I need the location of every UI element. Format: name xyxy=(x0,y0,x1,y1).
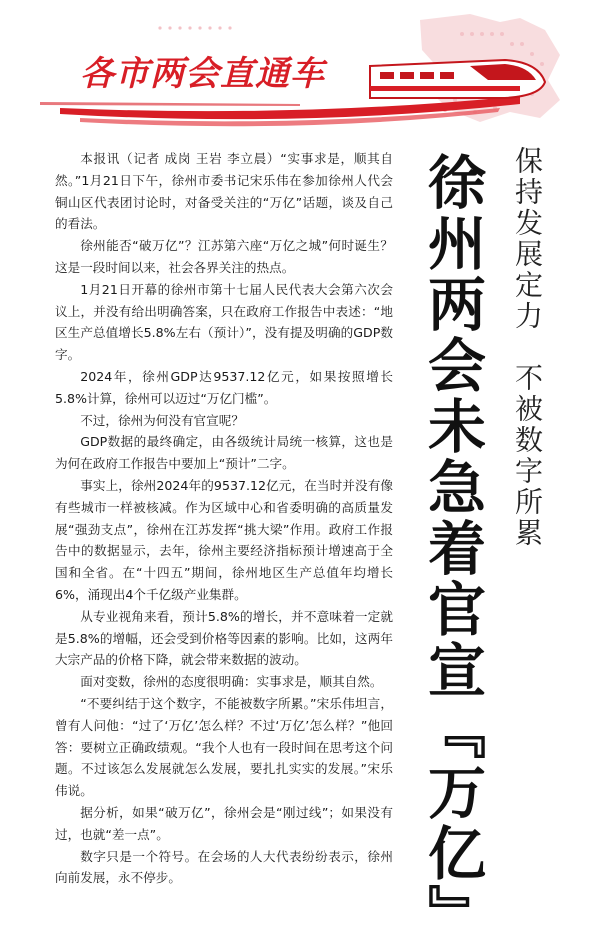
article-paragraph: 数字只是一个符号。在会场的人大代表纷纷表示，徐州向前发展，永不停步。 xyxy=(55,848,393,886)
article-paragraph: 2024年，徐州GDP达9537.12亿元，如果按照增长5.8%计算，徐州可以迈过“万亿门槛”。 xyxy=(55,368,393,406)
train-icon xyxy=(370,60,545,98)
article-paragraph: 面对变数，徐州的态度很明确：实事求是，顺其自然。 xyxy=(80,674,383,690)
article-headline: 徐州两会未急着官宣『万亿』 xyxy=(418,152,486,945)
article-paragraph: 本报讯（记者 成岗 王岩 李立晨）“实事求是，顺其自然。”1月21日下午，徐州市委书记宋乐伟在参加徐州人代会铜山区代表团讨论时，对备受关注的“万亿”话题，谈及自己的看法。 xyxy=(55,151,393,232)
article-paragraph: “不要纠结于这个数字，不能被数字所累。”宋乐伟坦言，曾有人问他：“过了‘万亿’怎么样？不过‘万亿’怎么样？”他回答：要树立正确政绩观。“我个人也有一段时间在思考这个问题。不过该怎么发展就怎么发展，要扎扎实实的发展。”宋乐伟说。 xyxy=(55,695,393,799)
article-paragraph: 事实上，徐州2024年的9537.12亿元，在当时并没有像有些城市一样被核减。作为区域中心和省委明确的高质量发展“强劲支点”，徐州在江苏发挥“挑大梁”作用。政府工作报告中的数据显示，去年，徐州主要经济指标预计增速高于全国和全省。在“十四五”期间，徐州地区生产总值年均增长6%，涌现出4个千亿级产业集群。 xyxy=(55,477,393,602)
article-paragraph: GDP数据的最终确定，由各级统计局统一核算，这也是为何在政府工作报告中要加上“预计”二字。 xyxy=(55,434,393,472)
article-paragraph: 徐州能否“破万亿”？江苏第六座“万亿之城”何时诞生？这是一段时间以来，社会各界关注的热点。 xyxy=(55,238,393,275)
article-subtitle: 保持发展定力 不被数字所累 xyxy=(511,146,544,549)
article-paragraph: 不过，徐州为何没有官宣呢？ xyxy=(80,412,244,428)
article-paragraph: 从专业视角来看，预计5.8%的增长，并不意味着一定就是5.8%的增幅，还会受到价格等因素的影响。比如，这两年大宗产品的价格下降，就会带来数据的波动。 xyxy=(55,608,393,668)
banner-title: 各市两会直通车 xyxy=(80,54,325,94)
article-paragraph: 1月21日开幕的徐州市第十七届人民代表大会第六次会议上，并没有给出明确答案，只在政府工作报告中表述：“地区生产总值增长5.8%左右（预计）”，没有提及明确的GDP数字。 xyxy=(55,281,393,363)
section-banner xyxy=(0,0,600,140)
article-body xyxy=(55,148,393,889)
article-paragraph: 据分析，如果“破万亿”，徐州会是“刚过线”；如果没有过，也就“差一点”。 xyxy=(55,804,393,842)
